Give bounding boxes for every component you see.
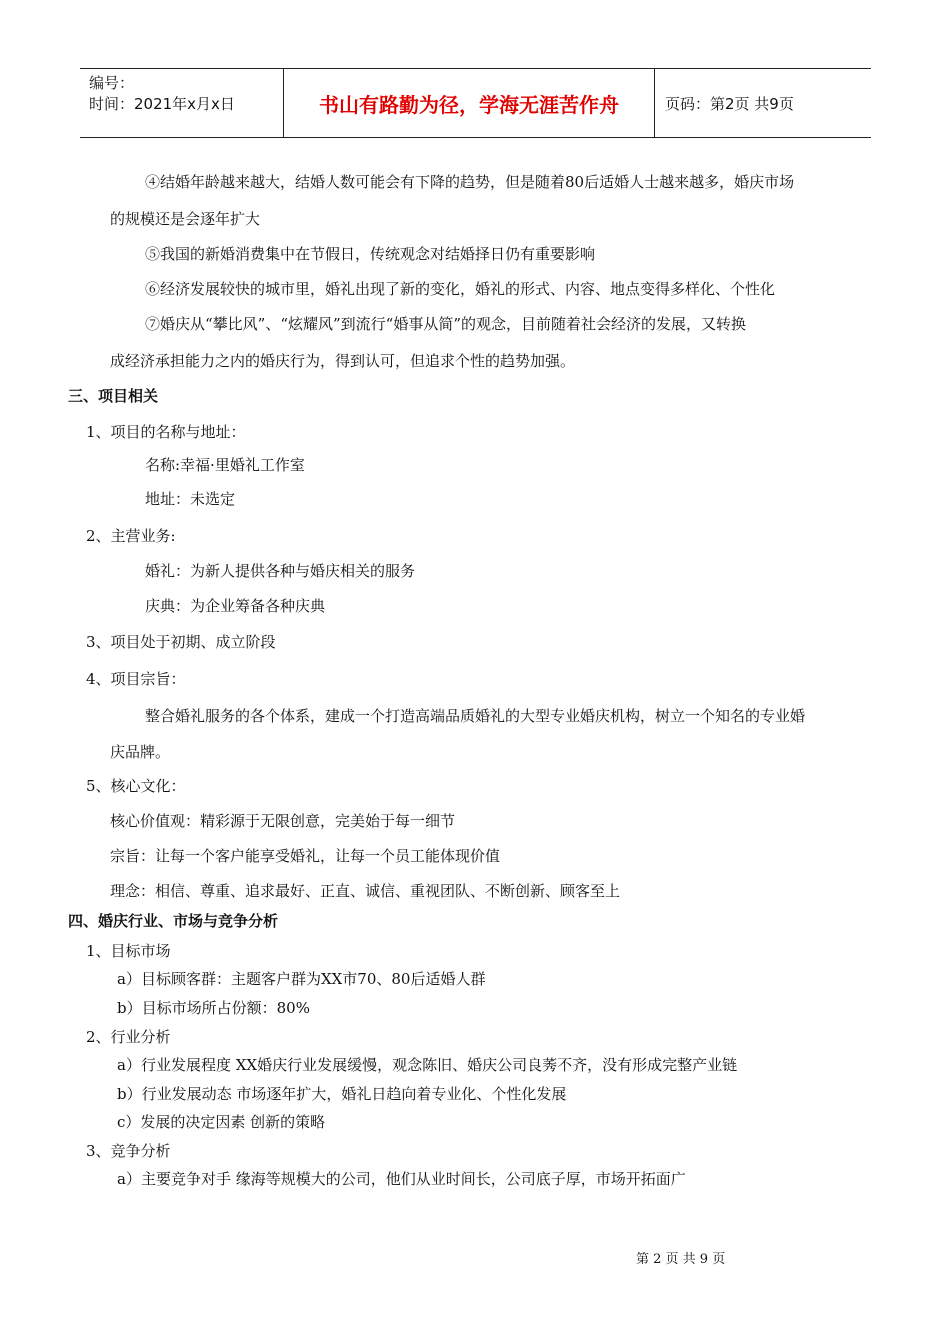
list-item: c）发展的决定因素 创新的策略 (117, 1113, 326, 1131)
subsection-title: 3、项目处于初期、成立阶段 (86, 633, 276, 651)
section-heading: 三、项目相关 (68, 387, 159, 405)
subsection-title: 1、目标市场 (86, 942, 171, 960)
header-motto: 书山有路勤为径，学海无涯苦作舟 (284, 69, 655, 137)
document-header (80, 68, 871, 138)
paragraph-line: ⑤我国的新婚消费集中在节假日，传统观念对结婚择日仍有重要影响 (145, 245, 596, 263)
business-item: 婚礼：为新人提供各种与婚庆相关的服务 (145, 562, 416, 580)
list-item: b）目标市场所占份额：80% (117, 999, 310, 1017)
culture-item: 宗旨：让每一个客户能享受婚礼，让每一个员工能体现价值 (110, 847, 501, 865)
list-item: a）行业发展程度 XX婚庆行业发展缓慢，观念陈旧、婚庆公司良莠不齐，没有形成完整产业链 (117, 1056, 738, 1074)
project-address: 地址：未选定 (145, 490, 236, 508)
subsection-title: 1、项目的名称与地址： (86, 423, 246, 441)
paragraph-line: 庆品牌。 (110, 743, 171, 761)
list-item: a）主要竞争对手 缘海等规模大的公司，他们从业时间长，公司底子厚，市场开拓面广 (117, 1170, 686, 1188)
subsection-title: 5、核心文化： (86, 777, 186, 795)
business-item: 庆典：为企业筹备各种庆典 (145, 597, 326, 615)
list-item: b）行业发展动态 市场逐年扩大，婚礼日趋向着专业化、个性化发展 (117, 1085, 567, 1103)
time-label: 时间：2021年x月x日 (89, 95, 235, 113)
header-meta (80, 69, 284, 137)
culture-item: 理念：相信、尊重、追求最好、正直、诚信、重视团队、不断创新、顾客至上 (110, 882, 621, 900)
paragraph-line: 成经济承担能力之内的婚庆行为，得到认可，但追求个性的趋势加强。 (110, 352, 576, 370)
list-item: a）目标顾客群：主题客户群为XX市70、80后适婚人群 (117, 970, 486, 988)
paragraph-line: ④结婚年龄越来越大，结婚人数可能会有下降的趋势，但是随着80后适婚人士越来越多，婚庆市场 (145, 173, 795, 191)
paragraph-line: 整合婚礼服务的各个体系，建成一个打造高端品质婚礼的大型专业婚庆机构，树立一个知名的专业婚 (145, 707, 806, 725)
page-indicator: 页码：第2页 共9页 (665, 94, 794, 113)
subsection-title: 2、主营业务: (86, 527, 176, 545)
subsection-title: 2、行业分析 (86, 1028, 171, 1046)
project-name: 名称:幸福·里婚礼工作室 (145, 456, 305, 474)
paragraph-line: ⑦婚庆从“攀比风”、“炫耀风”到流行“婚事从简”的观念，目前随着社会经济的发展，又转换 (145, 315, 747, 333)
number-label: 编号： (89, 74, 135, 92)
section-heading: 四、婚庆行业、市场与竞争分析 (68, 912, 279, 930)
culture-item: 核心价值观：精彩源于无限创意，完美始于每一细节 (110, 812, 456, 830)
subsection-title: 4、项目宗旨： (86, 670, 186, 688)
paragraph-line: 的规模还是会逐年扩大 (110, 210, 261, 228)
page-footer: 第 2 页 共 9 页 (636, 1252, 726, 1267)
paragraph-line: ⑥经济发展较快的城市里，婚礼出现了新的变化，婚礼的形式、内容、地点变得多样化、个性化 (145, 280, 776, 298)
subsection-title: 3、竞争分析 (86, 1142, 171, 1160)
